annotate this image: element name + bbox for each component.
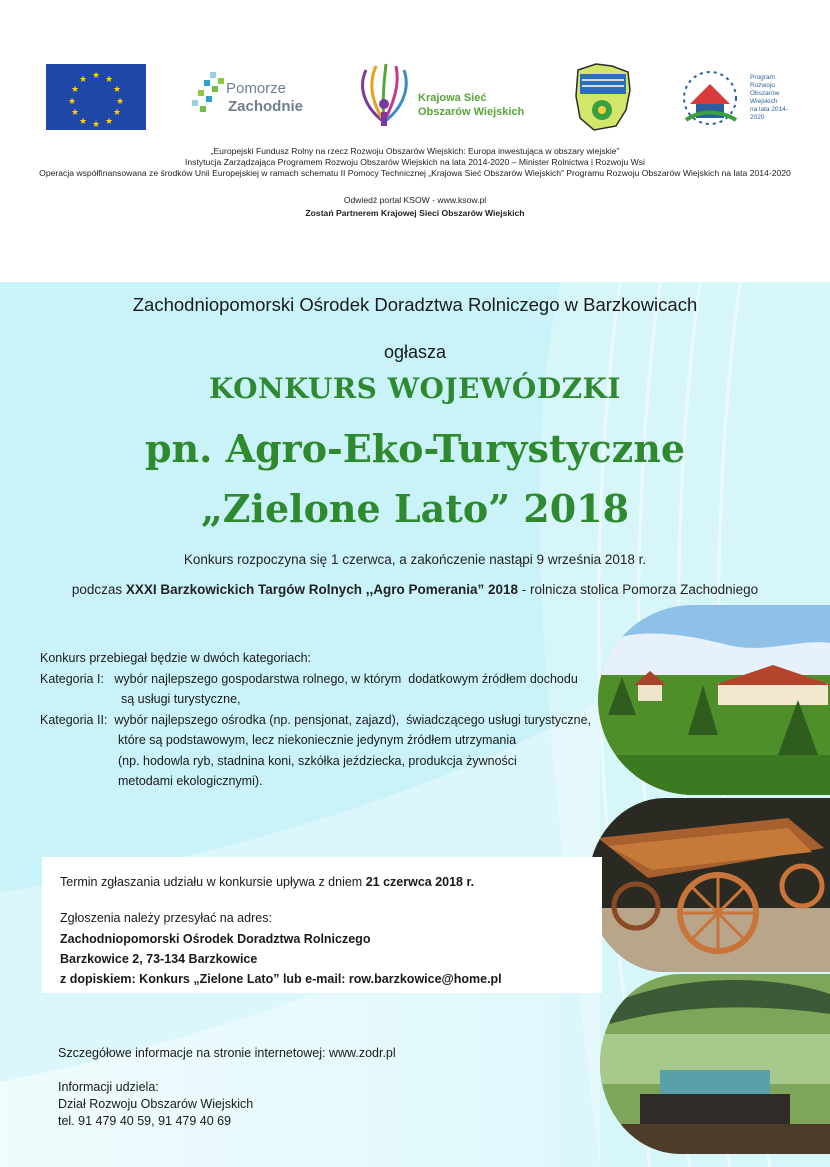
prow-line-3: Obszarów [750,90,780,97]
barzkowice-map-logo [572,60,634,134]
portal-link: Odwiedź portal KSOW - www.ksow.pl [343,195,487,205]
fund-line-1: „Europejski Fundusz Rolny na rzecz Rozwoju Obszarów Wiejskich: Europa inwestująca w obszary wiejskie” [210,146,620,156]
svg-text:★: ★ [115,96,125,106]
prow-logo-text [750,74,790,122]
portal-text [0,194,830,220]
contest-dates: Konkurs rozpoczyna się 1 czerwca, a zakończenie nastąpi 9 września 2018 r. [183,552,647,567]
ksow-logo [354,62,544,132]
phone-numbers: tel. 91 479 40 59, 91 479 40 69 [58,1114,232,1128]
svg-text:★: ★ [91,70,101,80]
title-line-3: „Zielone Lato” 2018 [200,486,630,531]
fair-prefix: podczas [71,582,126,597]
prow-line-2: Rozwoju [750,82,775,89]
svg-text:★: ★ [91,119,101,129]
prow-line-4: Wiejskich [750,98,778,105]
category-1-line-1: Kategoria I: wybór najlepszego gospodarstwa rolnego, w którym dodatkowym źródłem dochodu [40,671,578,686]
fund-line-2: Instytucja Zarządzająca Programem Rozwoju Obszarów Wiejskich na lata 2014-2020 – Minister Rolnictwa i Rozwoju Wsi [185,157,645,167]
info-label: Informacji udziela: [58,1080,159,1094]
title-line-2: pn. Agro-Eko-Turystyczne [144,426,686,471]
category-2-line-4: metodami ekologicznymi). [118,774,263,788]
partner-text-bold: Zostań Partnerem Krajowej Sieci Obszarów Wiejskich [305,208,525,218]
pomorze-zachodnie-logo [188,68,318,128]
svg-text:★: ★ [70,107,80,117]
svg-text:★: ★ [67,96,77,106]
categories-intro: Konkurs przebiegał będzie w dwóch kategoriach: [40,651,311,665]
send-to-text: Zgłoszenia należy przesyłać na adres: [60,911,272,925]
farm-photo [598,605,830,795]
svg-text:★: ★ [112,84,122,94]
svg-text:★: ★ [112,107,122,117]
organizer-name: Zachodniopomorski Ośrodek Doradztwa Rolniczego w Barzkowicach [132,294,698,315]
ksow-logo-text-2: Obszarów Wiejskich [418,106,525,118]
category-1-line-2: są usługi turystyczne, [121,692,241,706]
funding-text [0,146,830,179]
category-2-line-3: (np. hodowla ryb, stadnina koni, szkółka jeździecka, produkcja żywności [118,753,517,768]
category-2-line-2: które są podstawowym, lecz niekoniecznie jedynym źródłem utrzymania [118,733,517,747]
fund-line-3: Operacja współfinansowana ze środków Unii Europejskiej w ramach schematu II Pomocy Technicznej „Krajowa Sieć Obszarów Wiejskich” Programu Rozwoju Obszarów Wiejskich na lata 2014-2020 [39,168,791,178]
fair-name: XXXI Barzkowickich Targów Rolnych ,,Agro Pomerania” 2018 [125,582,519,597]
details-website: Szczegółowe informacje na stronie internetowej: www.zodr.pl [58,1046,396,1060]
svg-text:★: ★ [104,74,114,84]
announces-text: ogłasza [383,342,447,362]
prow-line-1: Program [750,74,775,81]
address-line-2: Barzkowice 2, 73-134 Barzkowice [60,952,258,966]
svg-text:★: ★ [70,84,80,94]
title-line-1: KONKURS WOJEWÓDZKI [209,372,621,405]
category-2-line-1: Kategoria II: wybór najlepszego ośrodka (np. pensjonat, zajazd), świadczącego usługi turystyczne, [40,712,591,727]
logo-row [0,58,830,138]
partner-text [0,207,830,220]
ksow-logo-text-1: Krajowa Sieć [418,92,487,104]
deadline-text [60,875,474,889]
deadline-date: 21 czerwca 2018 r. [365,875,475,889]
application-box [42,857,602,993]
categories-block [40,648,630,792]
wooden-cart-photo [588,798,830,972]
pomorze-logo-text: Pomorze [226,80,287,97]
zachodnie-logo-text: Zachodnie [228,98,304,115]
prow-logo [676,64,786,130]
address-line-3: z dopiskiem: Konkurs „Zielone Lato” lub e-mail: row.barzkowice@home.pl [60,972,502,986]
prow-line-5: na lata 2014-2020 [750,106,788,121]
deadline-prefix: Termin zgłaszania udziału w konkursie upływa z dniem [60,875,366,889]
eu-flag-icon [46,64,146,130]
svg-text:★: ★ [104,116,114,126]
svg-text:★: ★ [78,116,88,126]
svg-text:★: ★ [78,74,88,84]
department-name: Dział Rozwoju Obszarów Wiejskich [58,1097,254,1111]
address-line-1: Zachodniopomorski Ośrodek Doradztwa Rolniczego [60,932,371,946]
fair-suffix: - rolnicza stolica Pomorza Zachodniego [518,582,759,597]
garden-patio-photo [600,974,830,1154]
fair-info [0,582,830,597]
